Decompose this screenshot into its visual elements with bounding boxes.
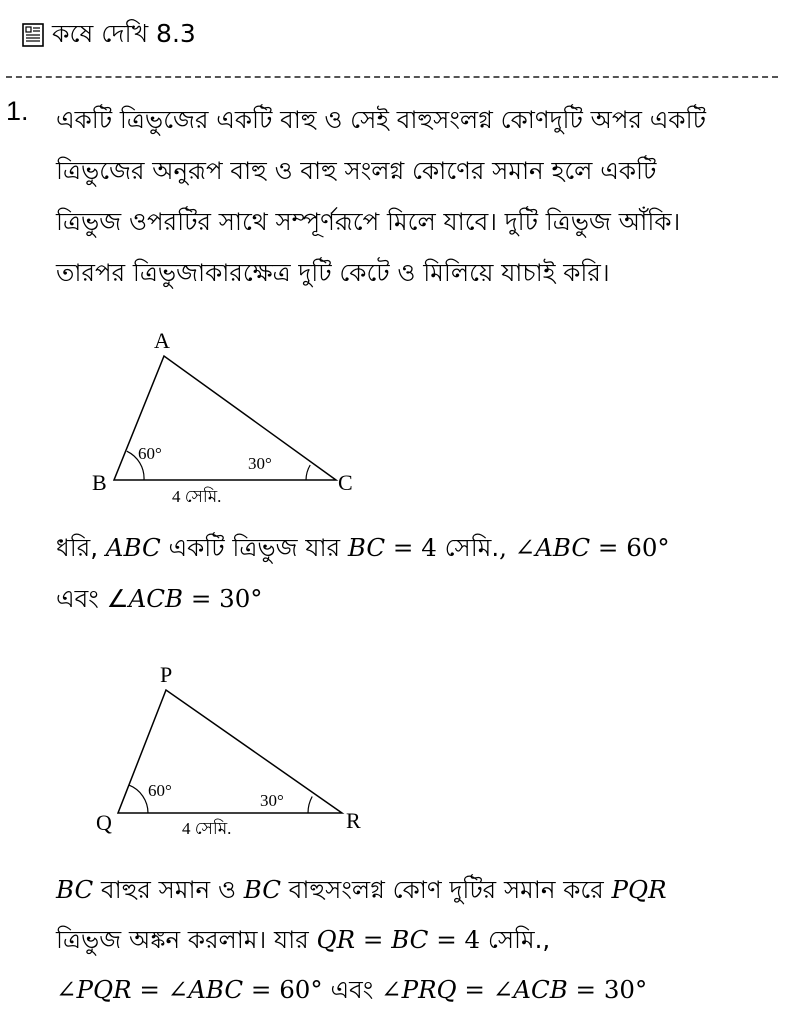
header xyxy=(22,18,196,52)
text-fragment: সেমি. xyxy=(444,533,500,562)
question-line: তারপর ত্রিভুজাকারক্ষেত্র দুটি কেটে ও মিলিয়ে যাচাই করি। xyxy=(56,258,610,287)
math-fragment: ACB xyxy=(513,975,568,1004)
math-fragment: = 60° xyxy=(590,533,670,562)
math-fragment: = 4 xyxy=(385,533,445,562)
angle-r-arc xyxy=(308,797,312,814)
angle-b-label: 60° xyxy=(138,444,162,463)
math-fragment: BC xyxy=(56,875,94,904)
construction-line-2 xyxy=(56,922,550,962)
base-bc-label: 4 সেমি. xyxy=(172,487,222,506)
text-fragment: বাহুসংলগ্ন কোণ দুটির সমান করে xyxy=(281,875,612,904)
text-fragment: এবং xyxy=(330,975,374,1004)
math-fragment: PQR xyxy=(611,875,667,904)
vertex-b-label: B xyxy=(92,470,107,495)
construction-line-1 xyxy=(56,872,667,912)
math-fragment: QR xyxy=(316,925,356,954)
vertex-q-label: Q xyxy=(96,810,112,835)
document-icon xyxy=(22,23,44,47)
math-fragment: PQR xyxy=(76,975,132,1004)
math-fragment: = xyxy=(355,925,392,954)
math-fragment: = ∠ xyxy=(131,975,189,1004)
question-line: ত্রিভুজের অনুরূপ বাহু ও বাহু সংলগ্ন কোণের সমান হলে একটি xyxy=(56,156,657,185)
construction-line-3 xyxy=(56,972,647,1012)
math-fragment: PRQ xyxy=(401,975,457,1004)
triangle-abc-figure xyxy=(80,320,380,510)
base-qr-label: 4 সেমি. xyxy=(182,819,232,838)
angle-q-label: 60° xyxy=(148,781,172,800)
vertex-c-label: C xyxy=(338,470,353,495)
text-fragment: ধরি, xyxy=(56,533,106,562)
given-line-2 xyxy=(56,581,263,621)
math-fragment: = 30° xyxy=(183,584,263,613)
text-fragment: এবং ∠ xyxy=(56,584,129,613)
text-fragment: বাহুর সমান ও xyxy=(93,875,244,904)
text-fragment: একটি ত্রিভুজ যার xyxy=(160,533,348,562)
math-fragment: ABC xyxy=(188,975,244,1004)
math-fragment: BC xyxy=(243,875,281,904)
math-fragment: ∠ xyxy=(56,975,77,1004)
text-fragment: ত্রিভুজ অঙ্কন করলাম। যার xyxy=(56,925,317,954)
question-line: একটি ত্রিভুজের একটি বাহু ও সেই বাহুসংলগ্ন কোণদুটি অপর একটি xyxy=(56,105,706,134)
vertex-r-label: R xyxy=(346,808,361,833)
angle-q-arc xyxy=(129,785,148,813)
math-fragment: ABC xyxy=(105,533,161,562)
divider xyxy=(6,76,778,78)
question-number: 1. xyxy=(6,96,29,126)
vertex-a-label: A xyxy=(154,328,170,353)
vertex-p-label: P xyxy=(160,662,173,687)
math-fragment: = 4 xyxy=(428,925,488,954)
page-title: কষে দেখি 8.3 xyxy=(52,18,196,48)
math-fragment: BC xyxy=(391,925,429,954)
question-line: ত্রিভুজ ওপরটির সাথে সম্পূর্ণরূপে মিলে যাবে। দুটি ত্রিভুজ আঁকি। xyxy=(56,207,681,236)
math-fragment: ACB xyxy=(128,584,184,613)
angle-c-arc xyxy=(306,465,310,480)
math-fragment: ∠ xyxy=(373,975,402,1004)
question-text xyxy=(56,94,784,298)
triangle-pqr-figure xyxy=(90,660,380,850)
math-fragment: ABC xyxy=(535,533,591,562)
math-fragment: , ∠ xyxy=(499,533,536,562)
math-fragment: = 30° xyxy=(567,975,648,1004)
math-fragment: = 60° xyxy=(243,975,331,1004)
given-line-1 xyxy=(56,530,670,570)
angle-c-label: 30° xyxy=(248,454,272,473)
math-fragment: = ∠ xyxy=(456,975,514,1004)
text-fragment: সেমি., xyxy=(487,925,551,954)
math-fragment: BC xyxy=(347,533,386,562)
angle-r-label: 30° xyxy=(260,791,284,810)
